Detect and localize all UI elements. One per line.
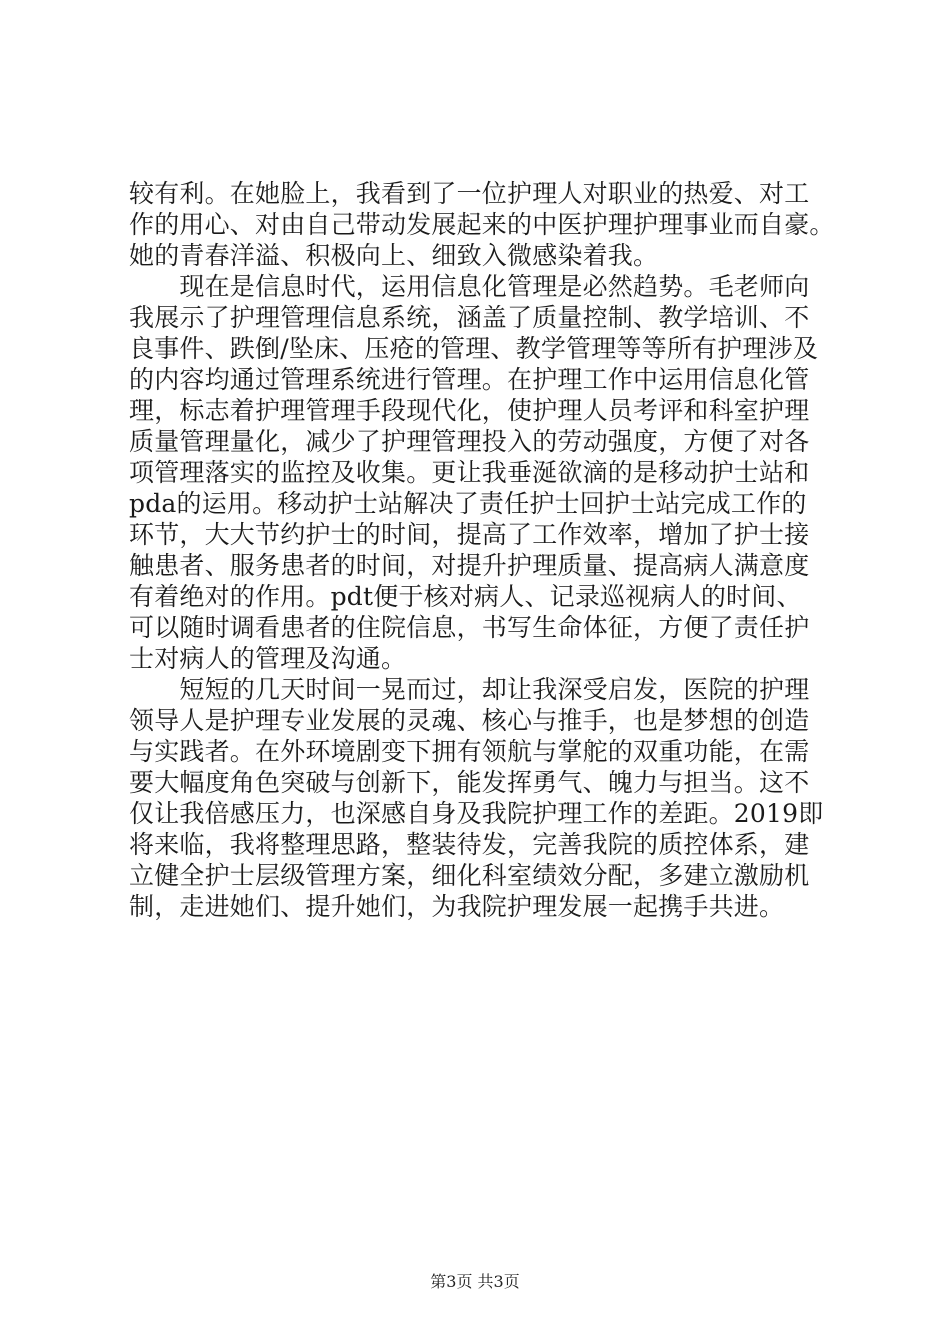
text-line: 有着绝对的作用。pdt便于核对病人、记录巡视病人的时间、 — [129, 582, 802, 611]
text-line: 可以随时调看患者的住院信息，书写生命体征，方便了责任护 — [129, 613, 810, 642]
text-line: 将来临，我将整理思路，整装待发，完善我院的质控体系，建 — [129, 830, 810, 859]
text-line: 我展示了护理管理信息系统，涵盖了质量控制、教学培训、不 — [129, 303, 810, 332]
text-line: 良事件、跌倒/坠床、压疮的管理、教学管理等等所有护理涉及 — [129, 334, 819, 363]
text-line: 作的用心、对由自己带动发展起来的中医护理护理事业而自豪。 — [129, 210, 835, 239]
text-line: 现在是信息时代，运用信息化管理是必然趋势。毛老师向 — [129, 272, 810, 301]
text-line: 制，走进她们、提升她们，为我院护理发展一起携手共进。 — [129, 892, 785, 921]
text-line: 短短的几天时间一晃而过，却让我深受启发，医院的护理 — [129, 675, 810, 704]
text-line: 触患者、服务患者的时间，对提升护理质量、提高病人满意度 — [129, 551, 810, 580]
text-line: 项管理落实的监控及收集。更让我垂涎欲滴的是移动护士站和 — [129, 458, 810, 487]
text-line: 要大幅度角色突破与创新下，能发挥勇气、魄力与担当。这不 — [129, 768, 810, 797]
body-text — [129, 178, 835, 922]
text-line: 领导人是护理专业发展的灵魂、核心与推手，也是梦想的创造 — [129, 706, 810, 735]
text-line: 立健全护士层级管理方案，细化科室绩效分配，多建立激励机 — [129, 861, 810, 890]
text-line: 环节，大大节约护士的时间，提高了工作效率，增加了护士接 — [129, 520, 810, 549]
page-footer: 第3页 共3页 — [430, 1272, 520, 1291]
text-line: 她的青春洋溢、积极向上、细致入微感染着我。 — [129, 241, 659, 270]
text-line: 与实践者。在外环境剧变下拥有领航与掌舵的双重功能，在需 — [129, 737, 810, 766]
text-line: 较有利。在她脸上，我看到了一位护理人对职业的热爱、对工 — [129, 179, 810, 208]
text-line: pda的运用。移动护士站解决了责任护士回护士站完成工作的 — [129, 489, 807, 518]
text-line: 质量管理量化，减少了护理管理投入的劳动强度，方便了对各 — [129, 427, 810, 456]
text-line: 的内容均通过管理系统进行管理。在护理工作中运用信息化管 — [129, 365, 810, 394]
text-line: 理，标志着护理管理手段现代化，使护理人员考评和科室护理 — [129, 396, 810, 425]
text-line: 仅让我倍感压力，也深感自身及我院护理工作的差距。2019即 — [129, 799, 824, 828]
text-line: 士对病人的管理及沟通。 — [129, 644, 407, 673]
